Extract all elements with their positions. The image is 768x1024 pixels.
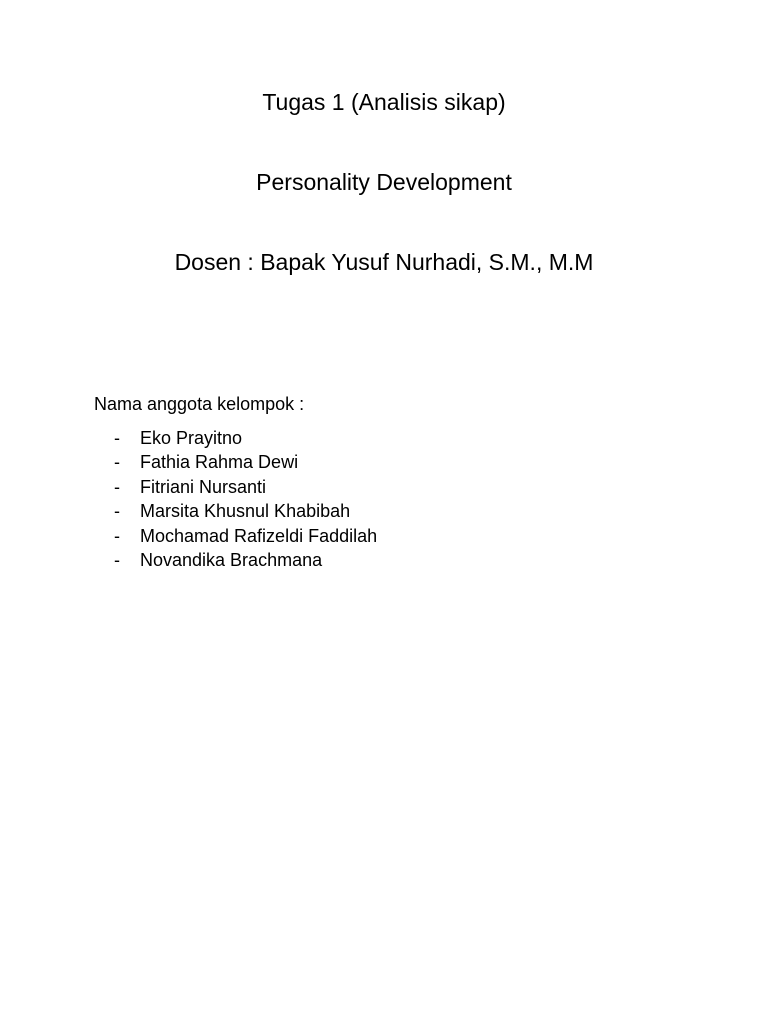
dash-bullet: - — [114, 501, 120, 522]
list-item — [114, 426, 377, 450]
dash-bullet: - — [114, 550, 120, 571]
list-item — [114, 450, 377, 474]
members-label: Nama anggota kelompok : — [94, 394, 305, 414]
dash-bullet: - — [114, 476, 120, 497]
list-item — [114, 548, 377, 572]
member-name: Eko Prayitno — [140, 428, 243, 448]
member-name: Marsita Khusnul Khabibah — [140, 501, 351, 522]
assignment-title: Tugas 1 (Analisis sikap) — [262, 89, 506, 115]
list-item — [114, 475, 377, 499]
list-item — [114, 499, 377, 523]
dash-bullet: - — [114, 452, 120, 473]
member-name: Fitriani Nursanti — [140, 476, 267, 497]
course-name: Personality Development — [256, 169, 512, 195]
member-list — [114, 426, 377, 572]
list-item — [114, 524, 377, 548]
dash-bullet: - — [114, 525, 120, 546]
member-name: Novandika Brachmana — [140, 550, 323, 571]
dash-bullet: - — [114, 428, 120, 448]
lecturer-line: Dosen : Bapak Yusuf Nurhadi, S.M., M.M — [174, 249, 594, 275]
member-name: Fathia Rahma Dewi — [140, 452, 299, 473]
member-name: Mochamad Rafizeldi Faddilah — [140, 525, 378, 546]
